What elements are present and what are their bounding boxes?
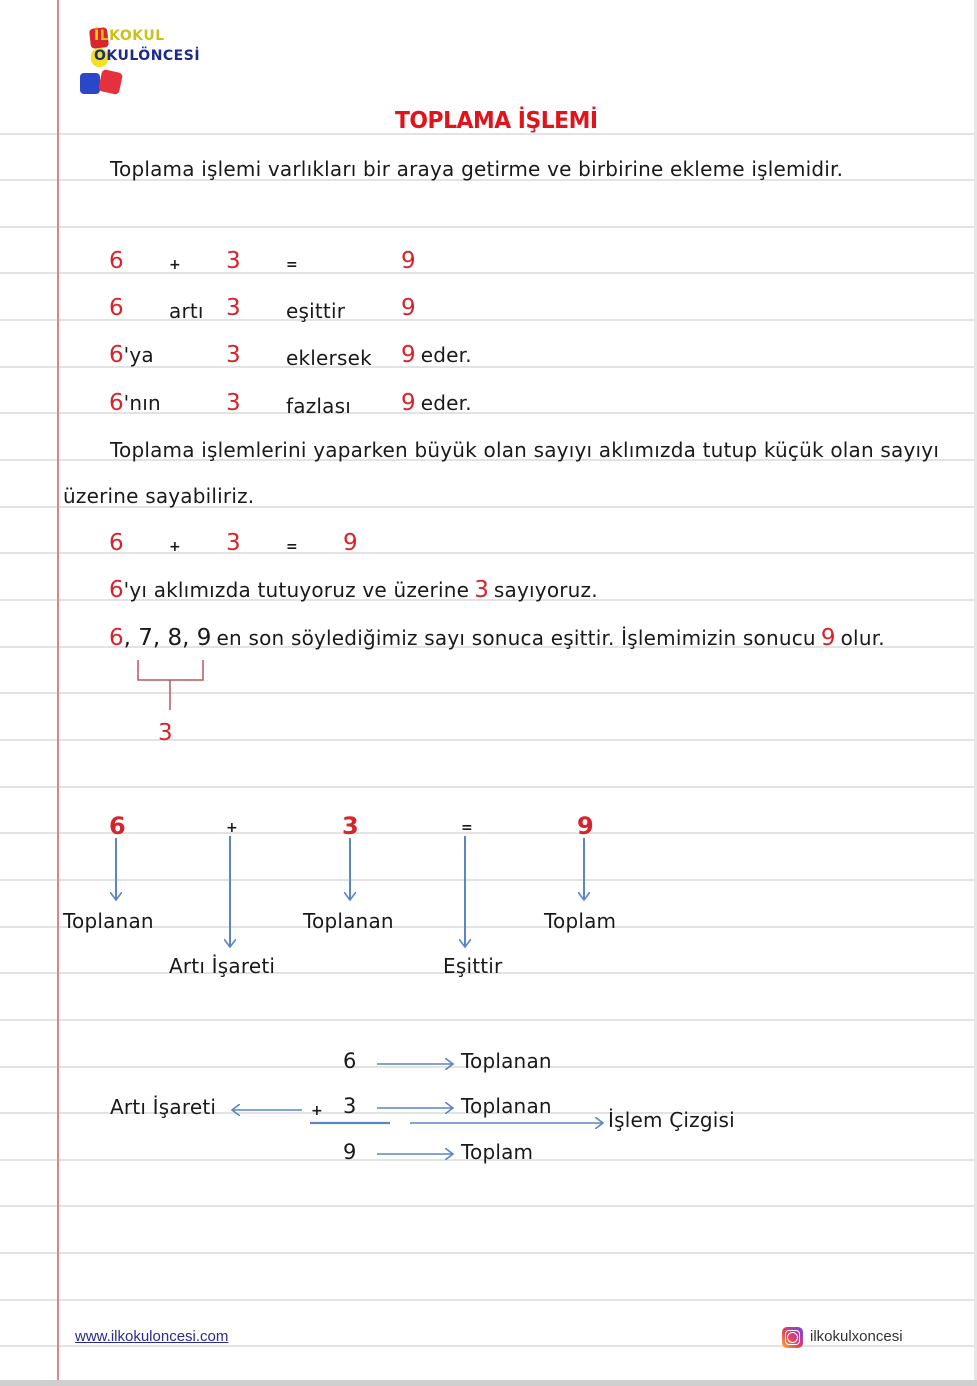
eq-row-2-a: 6 (109, 295, 124, 321)
vertical-label-2: Toplanan (461, 1094, 552, 1118)
website-link[interactable]: www.ilkokuloncesi.com (75, 1328, 229, 1345)
example-b: 3 (226, 530, 241, 556)
eq-row-3-b: 3 (226, 342, 241, 368)
part-label-2: Artı İşareti (169, 954, 276, 978)
instagram-icon[interactable] (782, 1327, 803, 1348)
eq-row-3-a: 6'ya (109, 342, 154, 368)
vertical-label-3: Toplam (461, 1140, 534, 1164)
eq-row-2-result: 9 (401, 295, 416, 321)
brace-label: 3 (158, 720, 173, 746)
eq-row-4-result: 9 eder. (401, 390, 472, 416)
page-title: TOPLAMA İŞLEMİ (395, 108, 598, 134)
eq-row-2-op: artı (169, 299, 204, 323)
eq-row-3-result: 9 eder. (401, 342, 472, 368)
eq-row-2-rel: eşittir (286, 299, 346, 323)
eq-row-1-b: 3 (226, 248, 241, 274)
definition-text: Toplama işlemi varlıkları bir araya getirme ve birbirine ekleme işlemidir. (110, 157, 844, 181)
vertical-value-2: 3 (343, 1094, 357, 1118)
count-sentence: 6, 7, 8, 9 en son söylediğimiz sayı sonuca eşittir. İşlemimizin sonucu 9 olur. (109, 625, 885, 651)
eq-row-4-rel: fazlası (286, 394, 351, 418)
part-label-5: Toplam (544, 909, 617, 933)
part-label-1: Toplanan (63, 909, 154, 933)
eq-row-3-rel: eklersek (286, 346, 372, 370)
part-symbol-1: 6 (109, 812, 126, 840)
part-symbol-3: 3 (342, 812, 359, 840)
part-symbol-2: + (226, 820, 238, 836)
eq-row-1-op: + (169, 257, 181, 273)
eq-row-1-rel: = (286, 257, 298, 273)
part-label-4: Eşittir (443, 954, 503, 978)
vertical-value-1: 6 (343, 1049, 357, 1073)
logo-text-ilkokul: İLKOKUL (94, 28, 165, 44)
eq-row-4-a: 6'nın (109, 390, 161, 416)
part-symbol-5: 9 (577, 812, 594, 840)
logo-text-okuloncesi: OKULÖNCESİ (94, 48, 201, 64)
instagram-handle[interactable]: ilkokulxoncesi (810, 1328, 903, 1345)
example-rel: = (286, 539, 298, 555)
eq-row-1-a: 6 (109, 248, 124, 274)
eq-row-4-b: 3 (226, 390, 241, 416)
vertical-value-3: 9 (343, 1140, 357, 1164)
brace-icon (138, 660, 203, 710)
eq-row-1-result: 9 (401, 248, 416, 274)
example-result: 9 (343, 530, 358, 556)
hold-sentence: 6'yı aklımızda tutuyoruz ve üzerine 3 sayıyoruz. (109, 577, 598, 603)
vertical-label-1: Toplanan (461, 1049, 552, 1073)
plus-sign-label: Artı İşareti (110, 1095, 217, 1119)
vertical-plus-sign: + (311, 1103, 323, 1119)
operation-line-label: İşlem Çizgisi (608, 1108, 735, 1132)
part-symbol-4: = (461, 820, 473, 836)
example-op: + (169, 539, 181, 555)
eq-row-2-b: 3 (226, 295, 241, 321)
part-label-3: Toplanan (303, 909, 394, 933)
example-a: 6 (109, 530, 124, 556)
tip-text-line-2: üzerine sayabiliriz. (63, 484, 255, 508)
tip-text-line-1: Toplama işlemlerini yaparken büyük olan sayıyı aklımızda tutup küçük olan sayıyı (110, 438, 940, 462)
